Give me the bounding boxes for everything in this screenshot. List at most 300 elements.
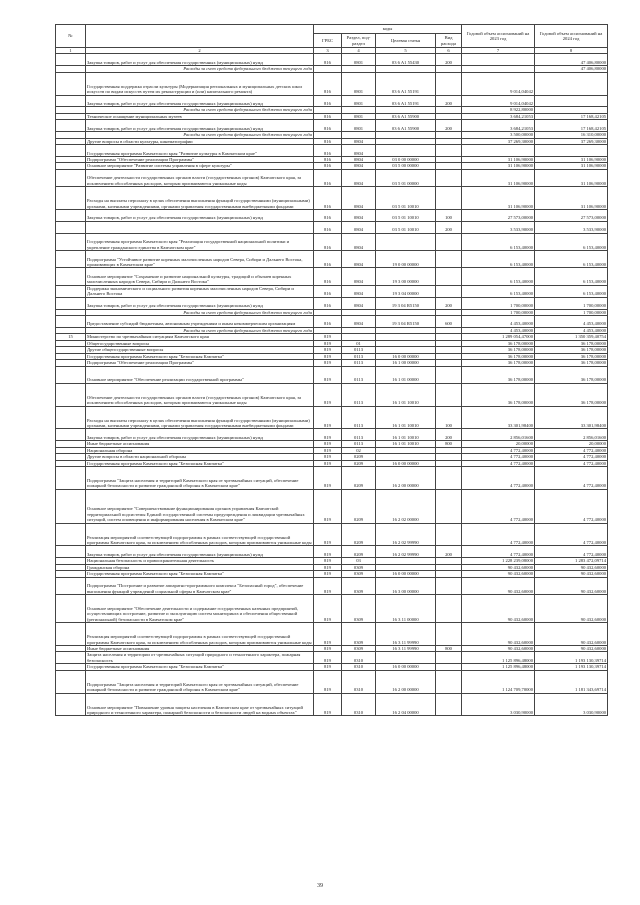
table-row: [56, 95, 608, 107]
cell-vol-2023: 2 856,01600: [462, 429, 535, 441]
cell-section: 0209: [342, 489, 376, 523]
cell-name: Основное мероприятие "Обеспечение реализации государственной программы": [86, 366, 314, 383]
cell-vol-2024: [535, 95, 608, 107]
cell-target: 03 5 01 10010: [376, 187, 436, 210]
cell-name: Расходы за счет средств федерального бюджета текущего года: [86, 107, 314, 113]
cell-target: 03 6 A1 55191: [376, 72, 436, 95]
cell-no: [56, 268, 86, 285]
cell-kind: [436, 594, 462, 622]
table-row: [56, 406, 608, 429]
cell-no: [56, 95, 86, 107]
cell-name: Основное мероприятие "Развитие системы управления в сфере культуры": [86, 163, 314, 169]
cell-target: 03 5 01 10010: [376, 209, 436, 221]
cell-grbs: 819: [314, 546, 342, 558]
cell-vol-2023: 1 125 896,48000: [462, 664, 535, 670]
cell-grbs: 819: [314, 645, 342, 651]
cell-name: Обеспечение деятельности государственных органов власти (государственных органов) Камчатского края, за исключением обособленных расходов, которым присваиваются уникальные коды: [86, 169, 314, 186]
cell-vol-2024: 47 406,80000: [535, 54, 608, 66]
cell-name: Другие вопросы в области национальной обороны: [86, 454, 314, 460]
header-no: №: [56, 25, 86, 48]
cell-section: 0209: [342, 523, 376, 546]
cell-kind: [436, 652, 462, 664]
cell-kind: 200: [436, 429, 462, 441]
table-row: [56, 54, 608, 66]
cell-section: 0804: [342, 187, 376, 210]
cell-vol-2023: 4 772,40000: [462, 460, 535, 466]
cell-vol-2023: 6 153,40000: [462, 251, 535, 268]
cell-target: 16 0 00 00000: [376, 571, 436, 577]
table-row: [56, 546, 608, 558]
cell-name: Подпрограмма "Построение и развитие аппаратно-программного комплекса "Безопасный город", обеспечение выполнения функций учреждений социальной сферы в Камчатском крае": [86, 577, 314, 594]
cell-no: [56, 594, 86, 622]
cell-vol-2023: 31 106,90000: [462, 163, 535, 169]
cell-section: 0209: [342, 454, 376, 460]
cell-vol-2024: 90 432,60000: [535, 564, 608, 570]
cell-vol-2023: 6 153,40000: [462, 285, 535, 297]
cell-kind: [436, 623, 462, 646]
cell-kind: 200: [436, 221, 462, 233]
cell-grbs: 819: [314, 664, 342, 670]
cell-name: Министерство по чрезвычайным ситуациям Камчатского края: [86, 334, 314, 340]
cell-vol-2024: 31 106,90000: [535, 156, 608, 162]
cell-kind: [436, 383, 462, 406]
cell-section: 0309: [342, 564, 376, 570]
cell-no: [56, 233, 86, 250]
cell-no: [56, 406, 86, 429]
cell-grbs: 819: [314, 577, 342, 594]
cell-name: Государственная поддержка отрасли культуры (Модернизация региональных и муниципальных детских школ искусств по видам искусств путем их реконструкции и (или) капитального ремонта): [86, 72, 314, 95]
cell-kind: 100: [436, 209, 462, 221]
cell-grbs: 816: [314, 251, 342, 268]
cell-vol-2023: 4 772,40000: [462, 454, 535, 460]
cell-no: [56, 693, 86, 716]
cell-name: Реализация мероприятий соответствующей подпрограммы в рамках соответствующей государственной программы Камчатского края, за исключением обособленных расходов, которым присваиваются уникальные коды: [86, 523, 314, 546]
cell-vol-2024: 90 432,60000: [535, 594, 608, 622]
table-row: [56, 670, 608, 693]
cell-grbs: 819: [314, 360, 342, 366]
cell-kind: [436, 467, 462, 490]
colnum: 4: [342, 48, 376, 54]
cell-target: 03 6 A1 55900: [376, 113, 436, 119]
cell-vol-2024: 4 772,40000: [535, 546, 608, 558]
cell-vol-2023: 1 228 239,08000: [462, 558, 535, 564]
cell-grbs: 816: [314, 221, 342, 233]
cell-kind: [436, 251, 462, 268]
cell-target: 03 5 00 00000: [376, 163, 436, 169]
header-target: Целевая статья: [376, 34, 436, 48]
cell-grbs: 819: [314, 558, 342, 564]
cell-vol-2023: 1 289 054,47000: [462, 334, 535, 340]
cell-section: 0804: [342, 268, 376, 285]
cell-name: [86, 221, 314, 233]
cell-section: 0113: [342, 347, 376, 353]
table-row: [56, 316, 608, 328]
table-row: [56, 251, 608, 268]
cell-vol-2023: 1 124 709,70000: [462, 670, 535, 693]
cell-grbs: 816: [314, 169, 342, 186]
cell-target: 16 1 01 10010: [376, 383, 436, 406]
cell-target: 16 1 01 10010: [376, 429, 436, 441]
cell-vol-2023: 3 533,90000: [462, 221, 535, 233]
cell-no: [56, 209, 86, 221]
cell-section: 0801: [342, 113, 376, 119]
header-vol-2024: Годовой объем ассигнований на 2024 год: [535, 25, 608, 48]
cell-kind: [436, 693, 462, 716]
table-row: [56, 693, 608, 716]
cell-target: 16 2 02 99990: [376, 546, 436, 558]
cell-name: Подпрограмма "Защита населения и территорий Камчатского края от чрезвычайных ситуаций, обеспечение пожарной безопасности и развитие гражданской обороны в Камчатском крае": [86, 670, 314, 693]
cell-name: Государственная программа Камчатского края "Реализация государственной национальной политики и укрепление гражданского единства в Камчатском крае": [86, 233, 314, 250]
cell-name: Подпрограмма "Обеспечение реализации Программы": [86, 156, 314, 162]
cell-vol-2023: 31 106,90000: [462, 156, 535, 162]
cell-vol-2023: 6 153,40000: [462, 233, 535, 250]
cell-kind: 200: [436, 546, 462, 558]
cell-section: 02: [342, 447, 376, 453]
cell-vol-2024: 36 178,00000: [535, 340, 608, 346]
cell-vol-2024: 4 772,40000: [535, 467, 608, 490]
cell-vol-2024: 6 153,40000: [535, 233, 608, 250]
cell-no: 15: [56, 334, 86, 340]
cell-grbs: 819: [314, 334, 342, 340]
cell-vol-2024: 1 193 130,39714: [535, 652, 608, 664]
cell-name: Расходы на выплаты персоналу в целях обеспечения выполнения функций государственными (муниципальными) органами, казенными учреждениями, органами управления государственными внебюджетными фондами: [86, 406, 314, 429]
table-row: [56, 187, 608, 210]
cell-kind: [436, 523, 462, 546]
cell-name: Другие вопросы в области культуры, кинематографии: [86, 138, 314, 144]
cell-vol-2023: 90 432,60000: [462, 645, 535, 651]
cell-vol-2023: 1 700,00000: [462, 297, 535, 309]
cell-vol-2023: 3 030,90000: [462, 693, 535, 716]
cell-kind: [436, 268, 462, 285]
cell-name: Закупка товаров, работ и услуг для обеспечения государственных (муниципальных) нужд: [86, 429, 314, 441]
cell-section: 0309: [342, 577, 376, 594]
cell-vol-2023: 3 500,00000: [462, 132, 535, 138]
cell-name: Закупка товаров, работ и услуг для обеспечения государственных (муниципальных) нужд: [86, 546, 314, 558]
cell-target: 16 3 11 99990: [376, 645, 436, 651]
cell-vol-2023: 4 453,40000: [462, 327, 535, 333]
cell-kind: [436, 366, 462, 383]
cell-section: 0804: [342, 209, 376, 221]
cell-vol-2023: 90 432,60000: [462, 577, 535, 594]
cell-target: 19 3 04 R5150: [376, 297, 436, 309]
cell-target: 16 0 00 00000: [376, 460, 436, 466]
colnum: 7: [462, 48, 535, 54]
cell-name: Расходы за счет средств федерального бюджета текущего года: [86, 309, 314, 315]
cell-name: Закупка товаров, работ и услуг для обеспечения государственных (муниципальных) нужд: [86, 95, 314, 107]
cell-vol-2024: 1 181 343,69714: [535, 670, 608, 693]
cell-section: 0804: [342, 156, 376, 162]
cell-target: 03 5 01 00000: [376, 169, 436, 186]
table-row: [56, 429, 608, 441]
cell-kind: 100: [436, 406, 462, 429]
cell-no: [56, 546, 86, 558]
cell-vol-2023: 90 432,60000: [462, 571, 535, 577]
cell-grbs: 816: [314, 113, 342, 119]
cell-name: Закупка товаров, работ и услуг для обеспечения государственных (муниципальных) нужд: [86, 209, 314, 221]
cell-name: Предоставление субсидий бюджетным, автономным учреждениям и иным некоммерческим организациям: [86, 316, 314, 328]
cell-grbs: 819: [314, 652, 342, 664]
cell-vol-2023: 31 106,90000: [462, 169, 535, 186]
cell-vol-2024: 47 406,80000: [535, 66, 608, 72]
cell-grbs: 816: [314, 209, 342, 221]
cell-vol-2024: 6 153,40000: [535, 285, 608, 297]
cell-section: 03: [342, 558, 376, 564]
cell-vol-2023: 4 772,40000: [462, 546, 535, 558]
cell-vol-2023: 9 014,04042: [462, 95, 535, 107]
cell-vol-2023: 90 432,60000: [462, 564, 535, 570]
cell-vol-2024: 36 178,00000: [535, 383, 608, 406]
cell-vol-2024: 33 301,98400: [535, 406, 608, 429]
table-row: [56, 285, 608, 297]
table-row: [56, 145, 608, 157]
cell-no: [56, 623, 86, 646]
cell-section: 0209: [342, 467, 376, 490]
cell-grbs: 819: [314, 523, 342, 546]
cell-target: [376, 233, 436, 250]
cell-no: [56, 652, 86, 664]
cell-vol-2023: [462, 54, 535, 66]
cell-no: [56, 577, 86, 594]
cell-target: 16 1 01 10010: [376, 406, 436, 429]
cell-vol-2023: 1 125 896,48000: [462, 652, 535, 664]
cell-grbs: 819: [314, 366, 342, 383]
header-kind: Вид расхода: [436, 34, 462, 48]
cell-grbs: 819: [314, 441, 342, 447]
cell-vol-2024: 6 153,40000: [535, 251, 608, 268]
cell-grbs: 819: [314, 429, 342, 441]
cell-kind: 200: [436, 95, 462, 107]
cell-section: 0209: [342, 546, 376, 558]
cell-vol-2024: [535, 145, 608, 157]
cell-section: 0113: [342, 383, 376, 406]
cell-vol-2024: 1 700,00000: [535, 309, 608, 315]
cell-name: Закупка товаров, работ и услуг для обеспечения государственных (муниципальных) нужд: [86, 297, 314, 309]
cell-vol-2024: 1 193 130,39714: [535, 664, 608, 670]
cell-vol-2024: 17 168,42105: [535, 113, 608, 119]
cell-kind: [436, 72, 462, 95]
cell-vol-2024: 36 178,00000: [535, 347, 608, 353]
cell-kind: 200: [436, 54, 462, 66]
cell-name: Гражданская оборона: [86, 564, 314, 570]
cell-name: Иные бюджетные ассигнования: [86, 645, 314, 651]
cell-vol-2023: 37 269,30000: [462, 138, 535, 144]
cell-kind: 800: [436, 441, 462, 447]
cell-section: 0804: [342, 163, 376, 169]
table-row: [56, 209, 608, 221]
cell-vol-2024: 31 106,90000: [535, 163, 608, 169]
cell-name: Основное мероприятие "Обеспечение деятельности и содержание государственных казенных предприятий, осуществляющих построение, развитие и эксплуатацию систем мониторинга и обеспечения общественной (региональной) безопасности в Камчатском крае": [86, 594, 314, 622]
cell-name: Закупка товаров, работ и услуг для обеспечения государственных (муниципальных) нужд: [86, 120, 314, 132]
cell-no: [56, 221, 86, 233]
cell-vol-2024: [535, 72, 608, 95]
cell-vol-2024: 20,00000: [535, 441, 608, 447]
cell-vol-2023: [462, 145, 535, 157]
cell-name: Национальная безопасность и правоохранительная деятельность: [86, 558, 314, 564]
cell-target: 19 3 00 00000: [376, 268, 436, 285]
cell-name: Подпрограмма "Обеспечение реализации Программы": [86, 360, 314, 366]
cell-kind: 200: [436, 297, 462, 309]
table-row: [56, 652, 608, 664]
cell-name: Государственная программа Камчатского края "Безопасная Камчатка": [86, 353, 314, 359]
cell-no: [56, 54, 86, 66]
cell-name: Закупка товаров, работ и услуг для обеспечения государственных (муниципальных) нужд: [86, 54, 314, 66]
cell-no: [56, 489, 86, 523]
cell-section: 0801: [342, 72, 376, 95]
cell-kind: [436, 187, 462, 210]
cell-kind: 600: [436, 316, 462, 328]
cell-grbs: 819: [314, 564, 342, 570]
cell-no: [56, 297, 86, 309]
cell-grbs: 816: [314, 54, 342, 66]
cell-vol-2023: 20,00000: [462, 441, 535, 447]
cell-vol-2024: 31 106,90000: [535, 169, 608, 186]
cell-vol-2024: 16 310,00000: [535, 132, 608, 138]
cell-vol-2024: 90 432,60000: [535, 571, 608, 577]
table-row: [56, 169, 608, 186]
cell-section: 0113: [342, 360, 376, 366]
cell-vol-2024: 4 772,40000: [535, 523, 608, 546]
cell-section: 0804: [342, 145, 376, 157]
cell-vol-2023: 31 106,90000: [462, 187, 535, 210]
cell-name: Государственная программа Камчатского края "Безопасная Камчатка": [86, 460, 314, 466]
cell-section: 0804: [342, 251, 376, 268]
cell-section: 0801: [342, 95, 376, 107]
cell-target: 16 2 02 99990: [376, 523, 436, 546]
cell-vol-2024: 4 772,40000: [535, 447, 608, 453]
cell-vol-2023: 1 700,00000: [462, 309, 535, 315]
cell-no: [56, 467, 86, 490]
cell-kind: [436, 670, 462, 693]
table-row: [56, 72, 608, 95]
table-row: [56, 577, 608, 594]
cell-kind: [436, 169, 462, 186]
cell-vol-2023: 4 772,40000: [462, 523, 535, 546]
cell-vol-2024: 4 772,40000: [535, 489, 608, 523]
cell-no: [56, 72, 86, 95]
cell-vol-2024: 1 350 359,40754: [535, 334, 608, 340]
cell-name: Государственная программа Камчатского края "Развитие культуры в Камчатском крае": [86, 145, 314, 157]
cell-vol-2023: 4 772,40000: [462, 489, 535, 523]
cell-no: [56, 316, 86, 328]
cell-grbs: 816: [314, 156, 342, 162]
cell-name: Иные бюджетные ассигнования: [86, 441, 314, 447]
cell-kind: [436, 577, 462, 594]
cell-grbs: 816: [314, 297, 342, 309]
table-row: [56, 120, 608, 132]
cell-grbs: 816: [314, 163, 342, 169]
cell-vol-2023: 8 922,80000: [462, 107, 535, 113]
colnum: 8: [535, 48, 608, 54]
cell-grbs: 816: [314, 285, 342, 297]
cell-vol-2024: 4 453,40000: [535, 316, 608, 328]
cell-vol-2024: 31 106,90000: [535, 187, 608, 210]
cell-grbs: 819: [314, 467, 342, 490]
cell-grbs: 819: [314, 623, 342, 646]
cell-vol-2023: 4 772,40000: [462, 447, 535, 453]
cell-kind: [436, 285, 462, 297]
cell-section: 0804: [342, 233, 376, 250]
cell-grbs: 819: [314, 353, 342, 359]
cell-target: 03 0 00 00000: [376, 156, 436, 162]
cell-name: Расходы на выплаты персоналу в целях обеспечения выполнения функций государственными (муниципальными) органами, казенными учреждениями, органами управления государственными внебюджетными фондами: [86, 187, 314, 210]
cell-grbs: 819: [314, 383, 342, 406]
cell-section: 0804: [342, 297, 376, 309]
cell-target: 16 2 00 00000: [376, 467, 436, 490]
cell-target: 16 3 11 99990: [376, 623, 436, 646]
cell-vol-2024: 2 856,01600: [535, 429, 608, 441]
cell-vol-2023: 90 432,60000: [462, 594, 535, 622]
cell-grbs: 819: [314, 460, 342, 466]
cell-target: 19 3 04 R5150: [376, 316, 436, 328]
cell-vol-2024: 1 700,00000: [535, 297, 608, 309]
cell-grbs: 819: [314, 693, 342, 716]
table-row: [56, 523, 608, 546]
cell-vol-2024: 90 432,60000: [535, 645, 608, 651]
cell-no: [56, 670, 86, 693]
table-row: [56, 383, 608, 406]
cell-vol-2023: 4 772,40000: [462, 467, 535, 490]
cell-grbs: 816: [314, 233, 342, 250]
cell-no: [56, 523, 86, 546]
cell-target: 03 6 A1 55191: [376, 95, 436, 107]
cell-target: 16 1 01 00000: [376, 366, 436, 383]
cell-target: 03 6 A1 55430: [376, 54, 436, 66]
cell-no: [56, 187, 86, 210]
cell-grbs: 819: [314, 571, 342, 577]
cell-no: [56, 429, 86, 441]
cell-target: 16 3 11 00000: [376, 594, 436, 622]
cell-kind: [436, 145, 462, 157]
cell-vol-2023: 36 178,00000: [462, 360, 535, 366]
cell-name: Техническое оснащение муниципальных музеев: [86, 113, 314, 119]
cell-grbs: 819: [314, 594, 342, 622]
cell-vol-2023: 36 178,00000: [462, 366, 535, 383]
cell-grbs: 816: [314, 120, 342, 132]
cell-no: [56, 251, 86, 268]
cell-section: 0309: [342, 645, 376, 651]
cell-kind: 200: [436, 120, 462, 132]
cell-section: 0113: [342, 429, 376, 441]
cell-name: Расходы за счет средств федерального бюджета текущего года: [86, 327, 314, 333]
cell-section: 0310: [342, 652, 376, 664]
cell-section: 0209: [342, 460, 376, 466]
cell-section: 0804: [342, 169, 376, 186]
cell-name: Основное мероприятие "Повышение уровня защиты населения в Камчатском крае от чрезвычайных ситуаций природного и техногенного характера, пожарной безопасности и безопасности людей на водных объектах": [86, 693, 314, 716]
cell-vol-2023: 3 684,21053: [462, 113, 535, 119]
cell-name: Защита населения и территории от чрезвычайных ситуаций природного и техногенного характера, пожарная безопасность: [86, 652, 314, 664]
cell-target: 16 1 00 00000: [376, 360, 436, 366]
cell-vol-2024: 4 772,40000: [535, 454, 608, 460]
cell-target: 03 5 01 10010: [376, 221, 436, 233]
cell-name: Государственная программа Камчатского края "Безопасная Камчатка": [86, 571, 314, 577]
cell-vol-2023: 6 153,40000: [462, 268, 535, 285]
cell-vol-2023: 36 178,00000: [462, 353, 535, 359]
colnum: 3: [314, 48, 342, 54]
cell-grbs: 816: [314, 268, 342, 285]
cell-vol-2024: 36 178,00000: [535, 360, 608, 366]
cell-vol-2024: 6 153,40000: [535, 268, 608, 285]
page-number: 39: [317, 883, 323, 889]
table-row: [56, 594, 608, 622]
cell-grbs: 816: [314, 316, 342, 328]
cell-grbs: 819: [314, 489, 342, 523]
cell-target: [376, 145, 436, 157]
cell-section: 0804: [342, 138, 376, 144]
cell-grbs: 819: [314, 670, 342, 693]
cell-vol-2024: 36 178,00000: [535, 366, 608, 383]
cell-target: 16 0 00 00000: [376, 664, 436, 670]
cell-target: 16 3 00 00000: [376, 577, 436, 594]
